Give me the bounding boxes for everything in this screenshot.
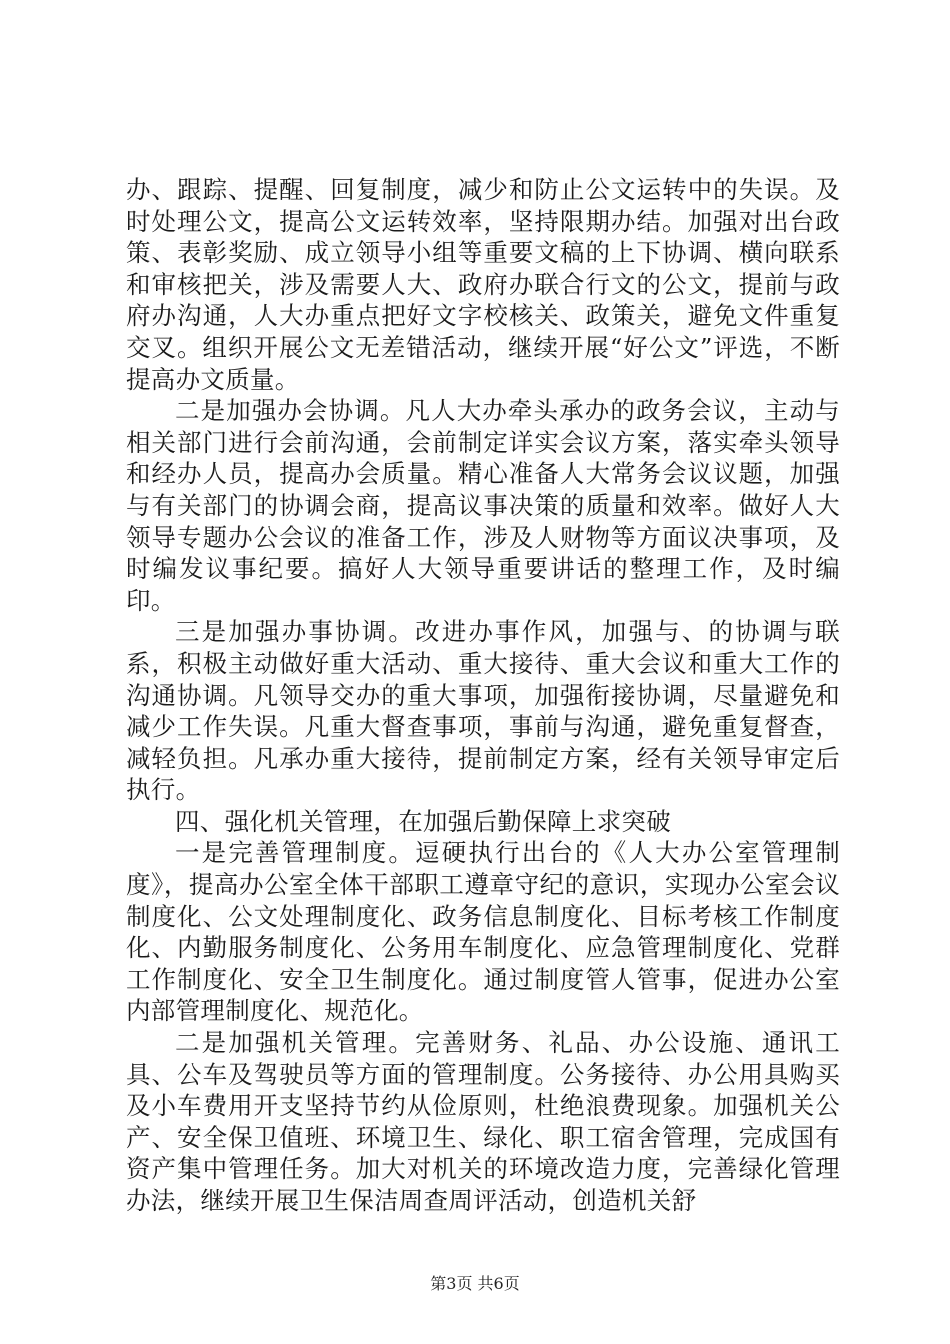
paragraph-management-system: 一是完善管理制度。逗硬执行出台的《人大办公室管理制度》，提高办公室全体干部职工遵章守纪的意识，实现办公室会议制度化、公文处理制度化、政务信息制度化、目标考核工作制度化、内勤服务制度化、公务用车制度化、应急管理制度化、党群工作制度化、安全卫生制度化。通过制度管人管事，促进办公室内部管理制度化、规范化。 — [126, 838, 840, 1026]
section-heading-organ-management: 四、强化机关管理，在加强后勤保障上求突破 — [175, 806, 671, 836]
paragraph-organ-management: 二是加强机关管理。完善财务、礼品、办公设施、通讯工具、公车及驾驶员等方面的管理制度。公务接待、办公用具购买及小车费用开支坚持节约从俭原则，杜绝浪费现象。加强机关公产、安全保卫值班、环境卫生、绿化、职工宿舍管理，完成国有资产集中管理任务。加大对机关的环境改造力度，完善绿化管理办法，继续开展卫生保洁周查周评活动，创造机关舒 — [126, 1028, 840, 1215]
body-text — [126, 174, 840, 1217]
paragraph-continuation: 办、跟踪、提醒、回复制度，减少和防止公文运转中的失误。及时处理公文，提高公文运转效率，坚持限期办结。加强对出台政策、表彰奖励、成立领导小组等重要文稿的上下协调、横向联系和审核把关，涉及需要人大、政府办联合行文的公文，提前与政府办沟通，人大办重点把好文字校核关、政策关，避免文件重复交叉。组织开展公文无差错活动，继续开展“好公文”评选，不断提高办文质量。 — [126, 175, 840, 394]
paragraph-affairs-coordination: 三是加强办事协调。改进办事作风，加强与、的协调与联系，积极主动做好重大活动、重大接待、重大会议和重大工作的沟通协调。凡领导交办的重大事项，加强衔接协调，尽量避免和减少工作失误。凡重大督查事项，事前与沟通，避免重复督查，减轻负担。凡承办重大接待，提前制定方案，经有关领导审定后执行。 — [126, 617, 840, 805]
paragraph-meeting-coordination: 二是加强办会协调。凡人大办牵头承办的政务会议，主动与相关部门进行会前沟通，会前制定详实会议方案，落实牵头领导和经办人员，提高办会质量。精心准备人大常务会议议题，加强与有关部门的协调会商，提高议事决策的质量和效率。做好人大领导专题办公会议的准备工作，涉及人财物等方面议决事项，及时编发议事纪要。搞好人大领导重要讲话的整理工作，及时编印。 — [126, 396, 840, 615]
page-number-footer: 第3页 共6页 — [430, 1274, 520, 1293]
